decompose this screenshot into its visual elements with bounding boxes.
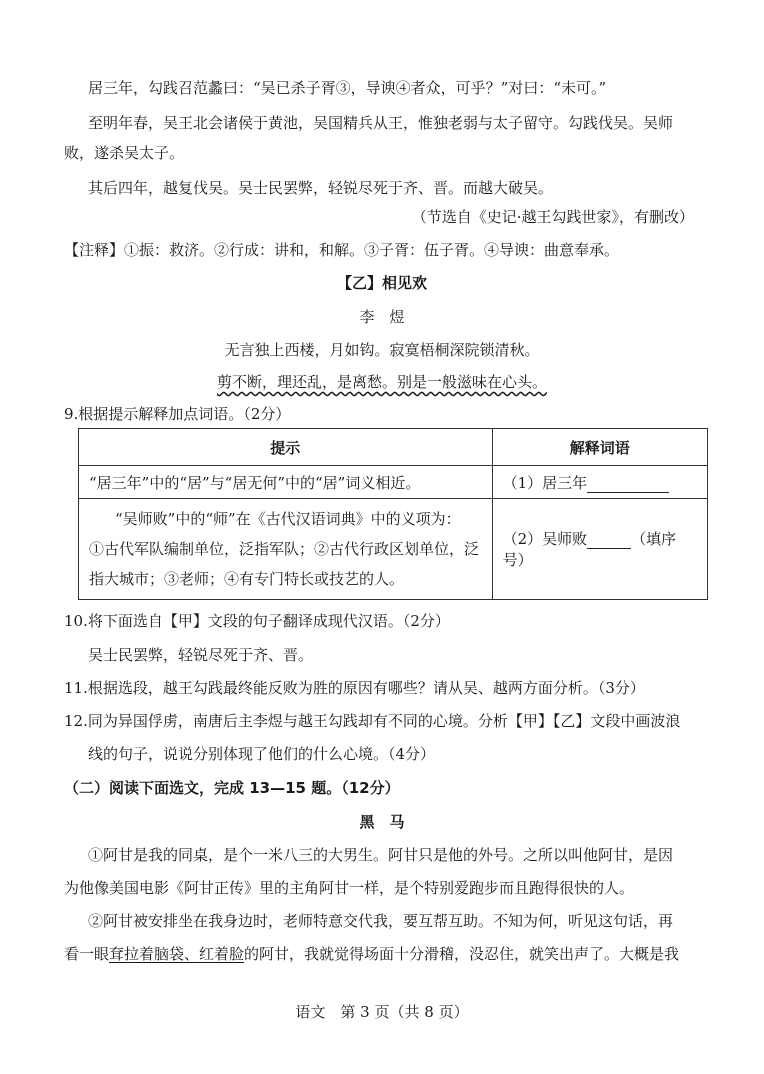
yi-title: 【乙】相见欢 [336,274,427,292]
q9-answer-blank-2[interactable] [587,532,631,549]
jia-para-2-line-1: 至明年春，吴王北会诸侯于黄池，吴国精兵从王，惟独老弱与太子留守。勾践伐吴。吴师 [88,114,674,132]
q9-row1-answer-cell [492,466,707,499]
q9-row1-answer-label: （1）居三年 [502,473,588,492]
article-p1-line-1: ①阿甘是我的同桌，是个一米八三的大男生。阿甘只是他的外号。之所以叫他阿甘，是因 [88,846,674,864]
yi-poem-line-2-wrap [0,372,764,392]
q9-row2-hint-line-3: 指大城市；③老师；④有专门特长或技艺的人。 [89,570,405,588]
article-p1-line-2: 为他像美国电影《阿甘正传》里的主角阿甘一样，是个特别爱跑步而且跑得很快的人。 [64,879,635,897]
page-footer: 语文 第 3 页（共 8 页） [295,1003,469,1021]
yi-poem-line-1: 无言独上西楼，月如钩。寂寞梧桐深院锁清秋。 [224,341,540,359]
q9-row2-hint-line-1: “吴师败”中的“师”在《古代汉语词典》中的义项为： [115,510,461,528]
q10-stem: 10.将下面选自【甲】文段的句子翻译成现代汉语。（2分） [64,612,450,630]
q11-stem: 11.根据选段，越王勾践最终能反败为胜的原因有哪些？请从吴、越两方面分析。（3分） [64,679,645,697]
q9-row2-answer-cell [492,499,707,600]
article-p2-text-c: 的阿甘，我就觉得场面十分滑稽，没忍住，就笑出声了。大概是我 [244,945,680,963]
article-title: 黑 马 [359,813,405,831]
q9-col-hint: 提示 [79,429,493,466]
q12-stem-line-1: 12.同为异国俘虏，南唐后主李煜与越王勾践却有不同的心境。分析【甲】【乙】文段中画波浪 [64,712,681,730]
q9-row2-hint-line-2: ①古代军队编制单位，泛指军队；②古代行政区划单位，泛 [89,540,480,558]
q9-row2-answer-label: （2）吴师败 [502,530,588,548]
jia-notes: 【注释】①振：救济。②行成：讲和，和解。③子胥：伍子胥。④导谀：曲意奉承。 [64,241,620,259]
q12-stem-line-2: 线的句子，说说分别体现了他们的什么心境。（4分） [88,745,436,763]
q9-table [78,428,708,600]
jia-para-1: 居三年，勾践召范蠡曰：“吴已杀子胥③，导谀④者众，可乎？”对曰：“未可。” [88,79,607,97]
section2-heading: （二）阅读下面选文，完成 13—15 题。（12分） [64,779,400,797]
jia-source: （节选自《史记·越王勾践世家》，有删改） [411,208,694,226]
q9-row2-answer-note: （填序号） [502,530,677,569]
yi-author: 李 煜 [359,308,405,326]
q10-sentence: 吴士民罢弊，轻锐尽死于齐、晋。 [88,646,314,664]
jia-para-3: 其后四年，越复伐吴。吴士民罢弊，轻锐尽死于齐、晋。而越大破吴。 [88,179,554,197]
article-p2-line-2 [64,944,679,964]
q9-row2-hint-cell [79,499,493,600]
article-p2-underlined: 耷拉着脑袋、红着脸 [109,945,245,963]
q9-col-explain: 解释词语 [492,429,707,466]
q9-stem: 9.根据提示解释加点词语。（2分） [64,405,291,423]
article-p2-line-1: ②阿甘被安排坐在我身边时，老师特意交代我，要互帮互助。不知为何，听见这句话，再 [88,912,674,930]
jia-para-2-line-2: 败，遂杀吴太子。 [64,144,185,162]
q9-answer-blank-1[interactable] [587,476,669,493]
article-p2-text-a: 看一眼 [64,945,110,963]
q9-row1-hint: “居三年”中的“居”与“居无何”中的“居”词义相近。 [79,466,493,499]
yi-poem-line-2: 剪不断，理还乱，是离愁。别是一般滋味在心头。 [216,373,547,391]
